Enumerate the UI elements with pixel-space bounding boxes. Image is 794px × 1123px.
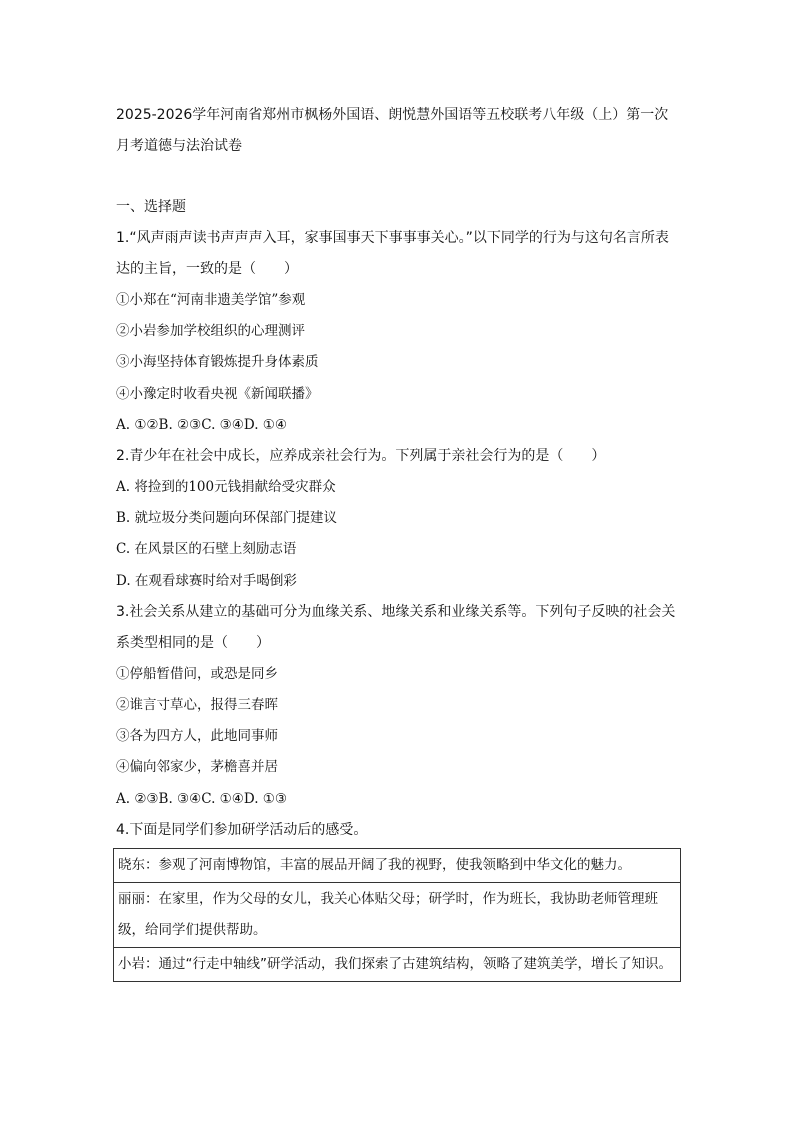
exam-content — [116, 100, 682, 982]
question-4-table — [113, 848, 681, 982]
table-row — [114, 848, 681, 882]
question-1-item-2: ②小岩参加学校组织的心理测评 — [116, 323, 305, 340]
question-2-stem: 2.青少年在社会中成长，应养成亲社会行为。下列属于亲社会行为的是（ ） — [116, 448, 606, 465]
question-2-option-c: C. 在风景区的石壁上刻励志语 — [116, 541, 297, 558]
question-1-item-3: ③小海坚持体育锻炼提升身体素质 — [116, 354, 319, 371]
question-1-item-4: ④小豫定时收看央视《新闻联播》 — [116, 385, 319, 402]
question-4 — [116, 815, 682, 982]
question-3-item-3: ③各为四方人，此地同事师 — [116, 728, 278, 745]
question-2-option-a: A. 将捡到的100元钱捐献给受灾群众 — [116, 479, 336, 496]
question-2 — [116, 441, 682, 597]
question-1-options: A. ①②B. ②③C. ③④D. ①④ — [116, 416, 288, 433]
question-3-stem: 3.社会关系从建立的基础可分为血缘关系、地缘关系和业缘关系等。下列句子反映的社会关系类型相同的是（ ） — [116, 603, 676, 651]
exam-title: 2025-2026学年河南省郑州市枫杨外国语、朗悦慧外国语等五校联考八年级（上）第一次月考道德与法治试卷 — [116, 107, 669, 154]
question-4-stem: 4.下面是同学们参加研学活动后的感受。 — [116, 821, 368, 838]
table-cell-xiaodong: 晓东：参观了河南博物馆，丰富的展品开阔了我的视野，使我领略到中华文化的魅力。 — [114, 848, 681, 882]
question-3-options: A. ②③B. ③④C. ①④D. ①③ — [116, 790, 288, 807]
question-2-option-d: D. 在观看球赛时给对手喝倒彩 — [116, 572, 297, 589]
question-3 — [116, 597, 682, 815]
table-row — [114, 882, 681, 947]
table-row — [114, 947, 681, 981]
question-3-item-1: ①停船暂借问，或恐是同乡 — [116, 665, 278, 682]
question-1 — [116, 223, 682, 441]
question-1-stem: 1.“风声雨声读书声声声入耳，家事国事天下事事事关心。”以下同学的行为与这句名言所表达的主旨，一致的是（ ） — [116, 230, 669, 277]
table-cell-xiaoyan: 小岩：通过“行走中轴线”研学活动，我们探索了古建筑结构，领略了建筑美学，增长了知识。 — [114, 947, 681, 981]
question-1-item-1: ①小郑在“河南非遗美学馆”参观 — [116, 292, 306, 308]
question-3-item-2: ②谁言寸草心，报得三春晖 — [116, 697, 278, 714]
question-2-option-b: B. 就垃圾分类问题向环保部门提建议 — [116, 510, 338, 527]
table-cell-lili: 丽丽：在家里，作为父母的女儿，我关心体贴父母；研学时，作为班长，我协助老师管理班级，给同学们提供帮助。 — [114, 882, 681, 947]
section-heading: 一、选择题 — [116, 199, 186, 215]
question-3-item-4: ④偏向邻家少，茅檐喜并居 — [116, 759, 278, 776]
